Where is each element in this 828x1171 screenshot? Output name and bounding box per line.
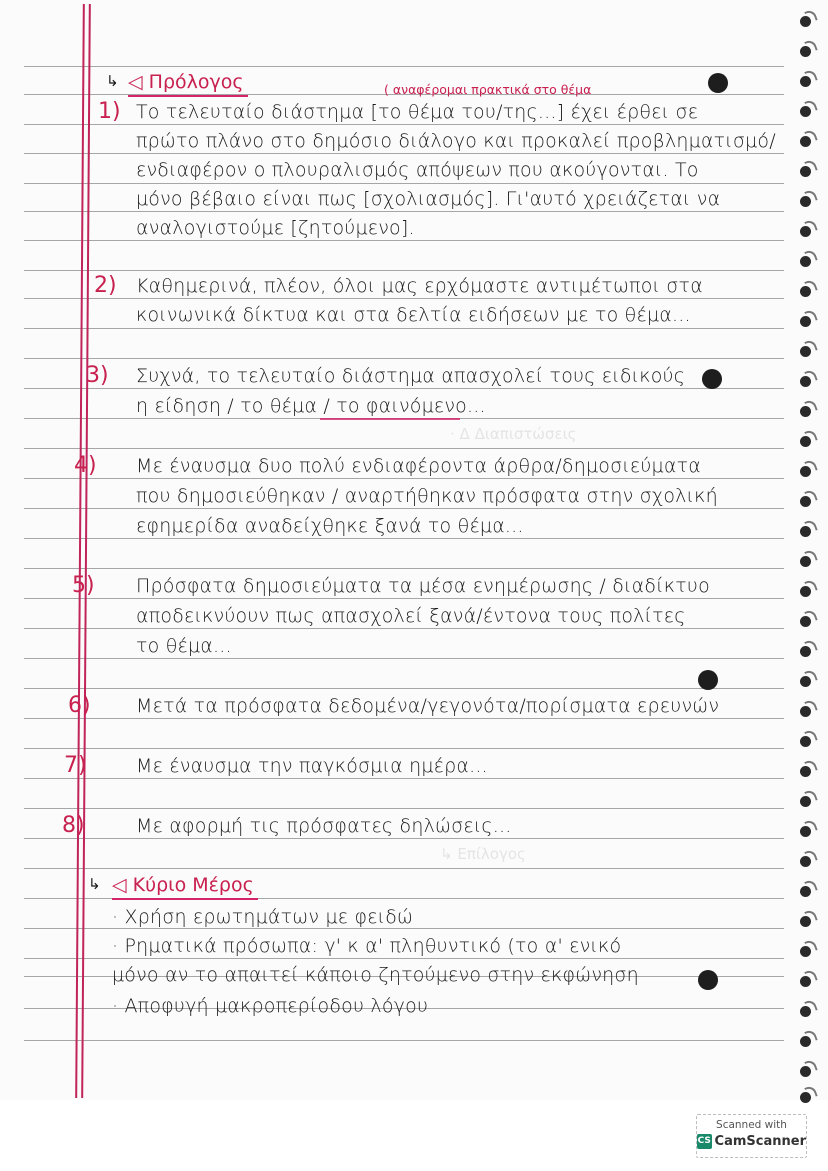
item-line: μόνο βέβαιο είναι πως [σχολιασμός]. Γι'αυτό χρειάζεται να [136,188,721,210]
punch-hole [698,970,718,990]
item-line: αναλογιστούμε [ζητούμενο]. [136,217,415,239]
watermark-caption: Scanned with [716,1119,787,1131]
item-line: πρώτο πλάνο στο δημόσιο διάλογο και προκαλεί προβληματισμό/ [136,130,776,152]
bullet-item: · Ρηματικά πρόσωπα: γ' κ α' πληθυντικό (το α' ενικό [112,935,622,957]
item-number: 6) [68,693,91,718]
section-heading-intro: ◁ Πρόλογος [128,69,248,97]
item-line: Συχνά, το τελευταίο διάστημα απασχολεί τους ειδικούς [136,365,686,387]
watermark-brand: CamScanner [714,1134,806,1149]
item-line: το θέμα... [136,635,232,657]
item-number: 1) [98,99,121,124]
highlight-underline [320,418,460,420]
bullet-item: μόνο αν το απαιτεί κάποιο ζητούμενο στην εκφώνηση [112,964,639,986]
section-arrow-icon: ↳ [106,72,119,90]
bleed-through-text: · Δ Διαπιστώσεις [450,425,577,443]
punch-hole [698,670,718,690]
item-line: που δημοσιεύθηκαν / αναρτήθηκαν πρόσφατα στην σχολική [136,485,718,507]
item-line: Μετά τα πρόσφατα δεδομένα/γεγονότα/πορίσματα ερευνών [136,695,720,717]
item-number: 7) [64,753,87,778]
item-line: Το τελευταίο διάστημα [το θέμα του/της...] έχει έρθει σε [136,101,699,123]
item-number: 3) [86,363,109,388]
item-line: ενδιαφέρον ο πλουραλισμός απόψεων που ακούγονται. Το [136,159,699,181]
item-line: Καθημερινά, πλέον, όλοι μας ερχόμαστε αντιμέτωποι στα [136,275,703,297]
item-line: η είδηση / το θέμα / το φαινόμενο... [136,395,486,417]
item-line: κοινωνικά δίκτυα και στα δελτία ειδήσεων με το θέμα... [136,304,691,326]
bullet-item: · Χρήση ερωτημάτων με φειδώ [112,906,414,928]
bullet-item: · Αποφυγή μακροπερίοδου λόγου [112,995,429,1017]
section-arrow-icon: ↳ [88,875,101,893]
item-line: Με έναυσμα την παγκόσμια ημέρα... [136,755,488,777]
item-line: Με αφορμή τις πρόσφατες δηλώσεις... [136,815,512,837]
item-line: αποδεικνύουν πως απασχολεί ξανά/έντονα τους πολίτες [136,605,686,627]
item-number: 5) [72,573,95,598]
section-heading-main: ◁ Κύριο Μέρος [112,872,258,900]
camscanner-logo-icon: CS [697,1134,712,1149]
item-line: εφημερίδα αναδείχθηκε ξανά το θέμα... [136,515,524,537]
intro-side-note: ( αναφέρομαι πρακτικά στο θέμα [384,82,592,97]
item-number: 4) [74,453,97,478]
punch-hole [702,369,722,389]
punch-hole [708,73,728,93]
item-line: Με έναυσμα δυο πολύ ενδιαφέροντα άρθρα/δημοσιεύματα [136,455,701,477]
item-number: 2) [94,273,117,298]
camscanner-watermark [696,1114,807,1158]
bleed-through-text: ↳ Επίλογος [440,845,526,863]
item-line: Πρόσφατα δημοσιεύματα τα μέσα ενημέρωσης / διαδίκτυο [136,575,710,597]
item-number: 8) [62,813,85,838]
